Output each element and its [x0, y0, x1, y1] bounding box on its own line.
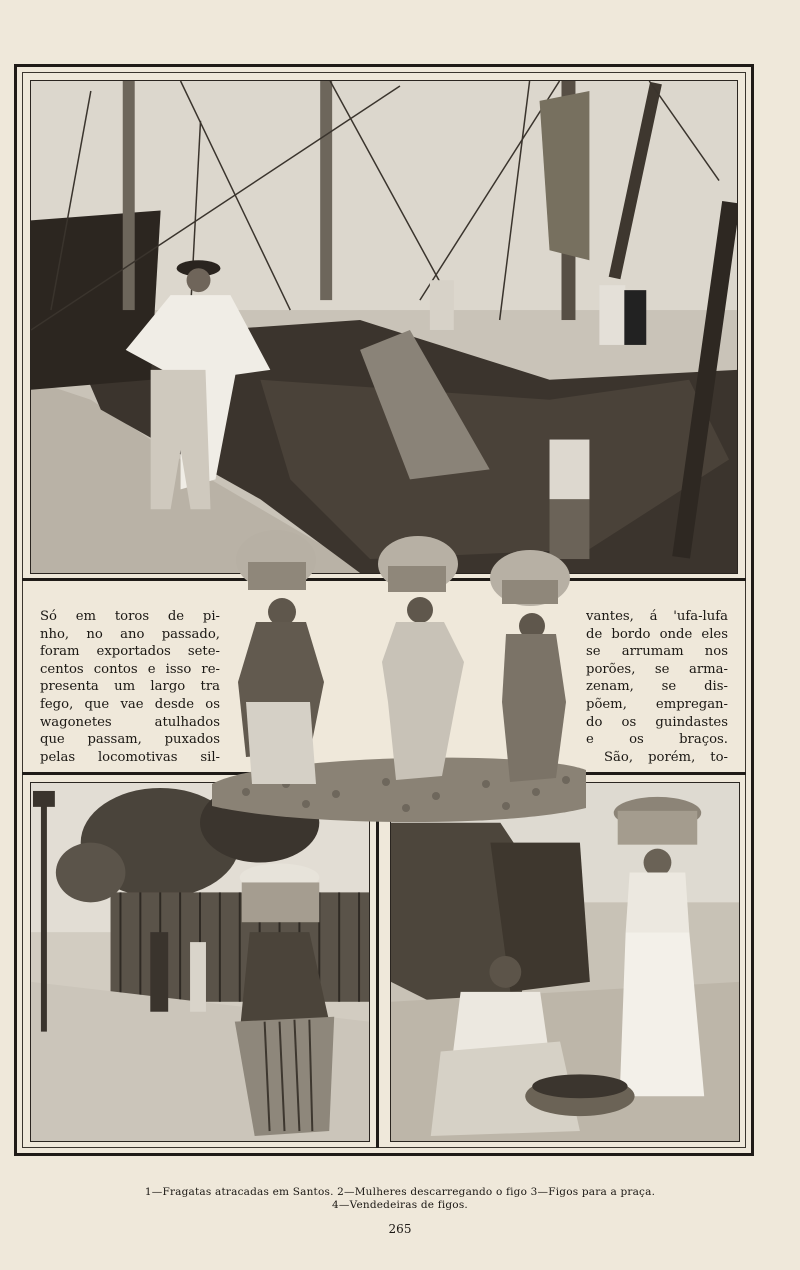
text-line: pelas locomotivas sil-: [40, 749, 220, 765]
photo-boats-moored: [30, 80, 738, 574]
text-line: São, porém, to-: [604, 749, 728, 765]
separator-vertical: [376, 775, 379, 1148]
text-line: se arrumam nos: [586, 644, 728, 660]
photo-fig-sellers: [390, 782, 740, 1142]
text-line: wagonetes atulhados: [40, 714, 220, 730]
text-line: foram exportados sete-: [40, 644, 220, 660]
text-line: põem, empregan-: [586, 696, 728, 712]
photo-women-unloading-figs: [206, 522, 590, 828]
text-line: que passam, puxados: [40, 732, 220, 748]
caption-line-2: 4—Vendedeiras de figos.: [332, 1199, 468, 1211]
text-line: de bordo onde eles: [586, 626, 728, 642]
text-line: nho, no ano passado,: [40, 626, 220, 642]
text-line: fego, que vae desde os: [40, 696, 220, 712]
text-line: Só em toros de pi-: [40, 609, 220, 624]
photo-figs-to-market: [30, 782, 370, 1142]
text-line: presenta um largo tra: [40, 679, 220, 695]
text-line: zenam, se dis-: [586, 679, 728, 695]
article-text-left: [40, 608, 220, 766]
text-line: vantes, á 'ufa-lufa: [586, 609, 728, 624]
text-line: porões, se arma-: [586, 661, 728, 677]
text-line: centos contos e isso re-: [40, 661, 220, 677]
text-line: e os braços.: [586, 732, 728, 748]
page-number: 265: [388, 1222, 412, 1236]
figure-caption: [0, 1186, 800, 1212]
article-text-right: [586, 608, 728, 766]
caption-line-1: 1—Fragatas atracadas em Santos. 2—Mulheres descarregando o figo 3—Figos para a praça.: [144, 1186, 656, 1198]
text-line: do os guindastes: [586, 714, 728, 730]
